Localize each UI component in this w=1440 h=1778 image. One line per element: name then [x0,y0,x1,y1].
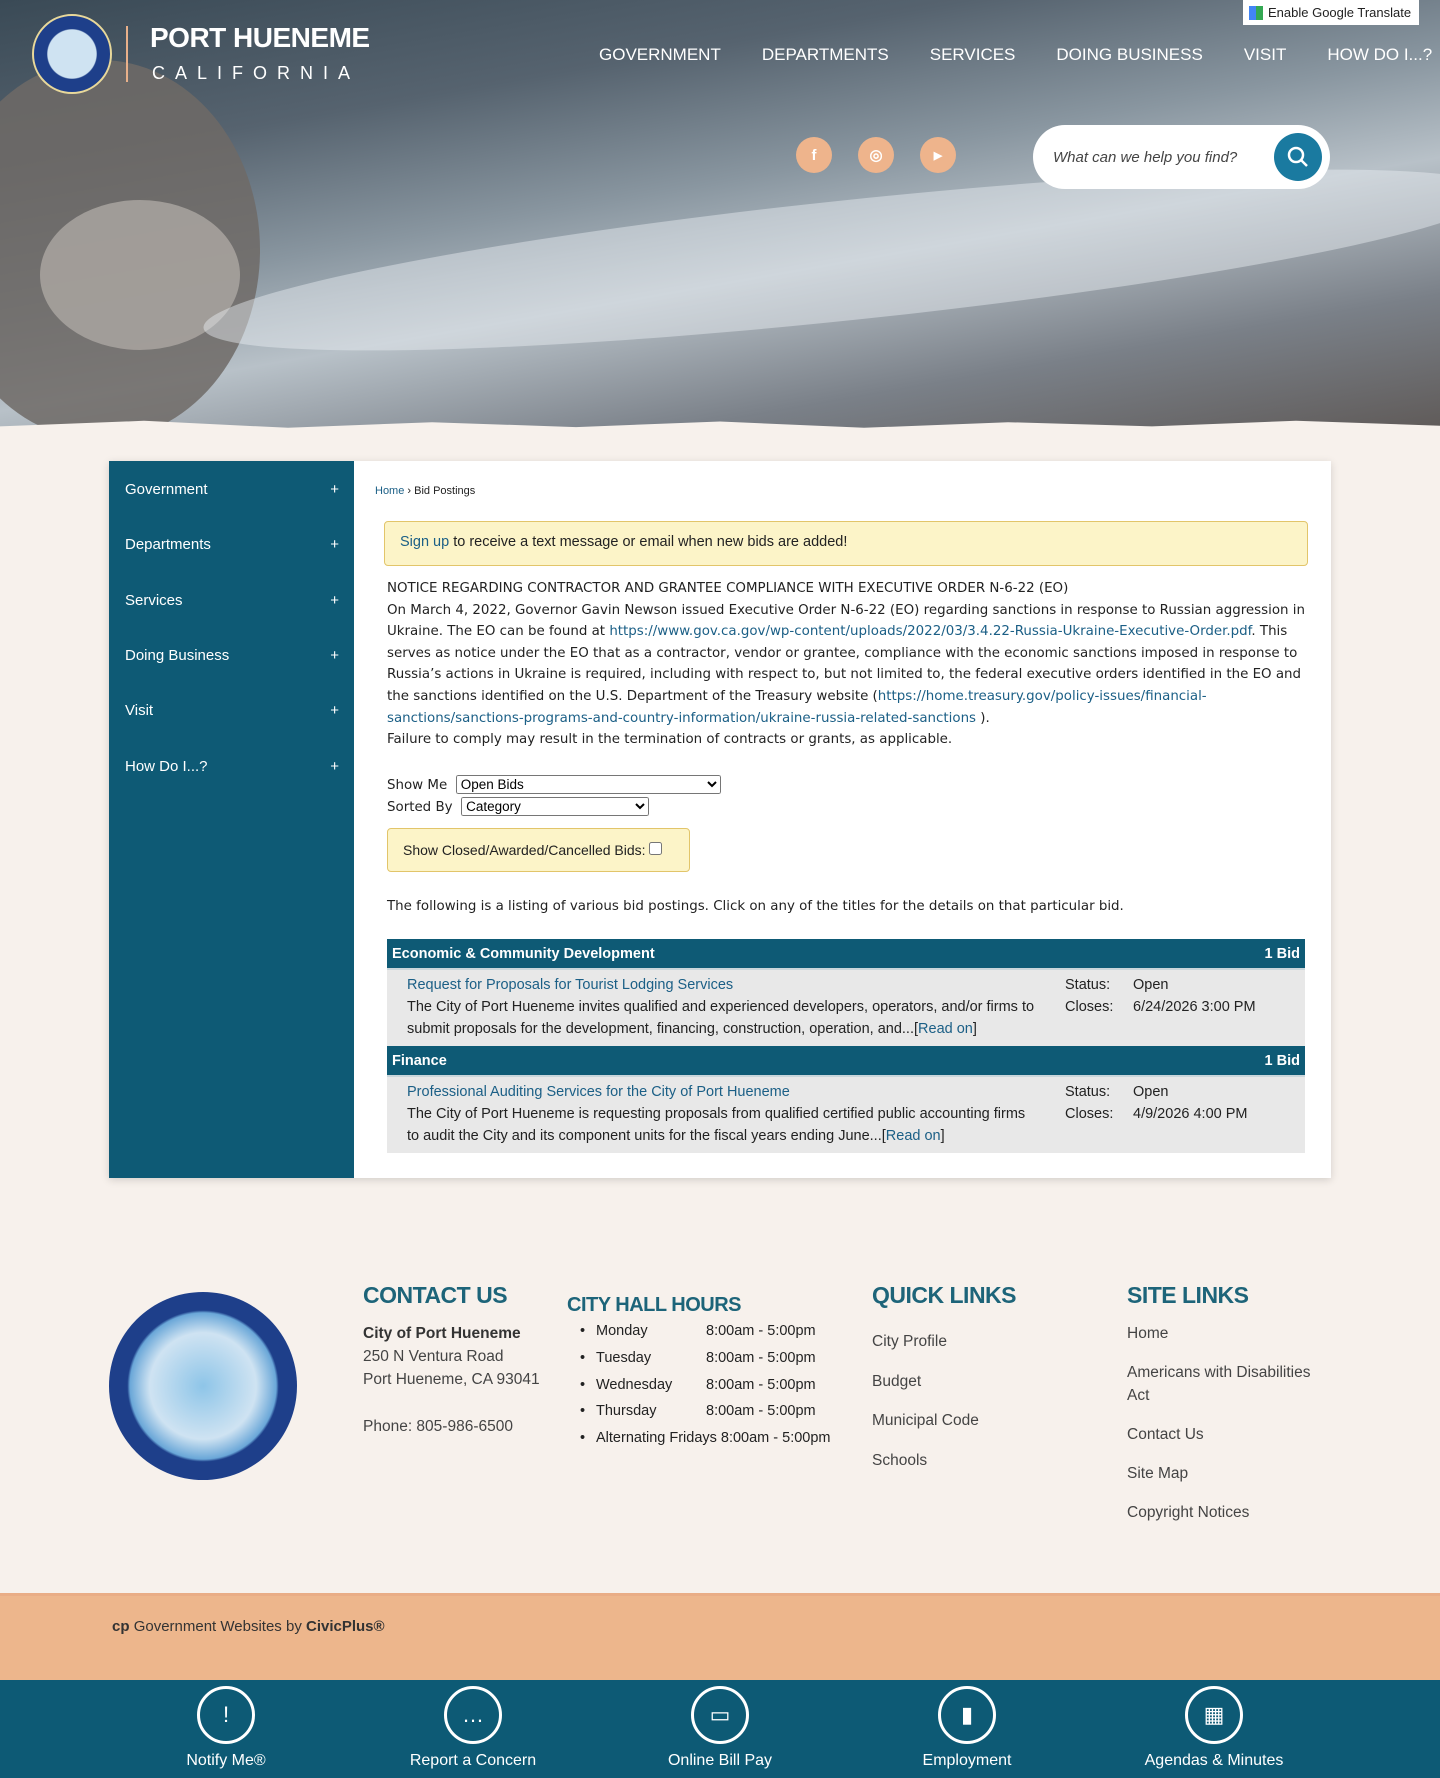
nav-visit[interactable]: VISIT [1243,45,1287,64]
hours-time: 8:00am - 5:00pm [706,1323,816,1339]
hours-row [580,1398,831,1425]
hours-row [580,1345,831,1372]
hours-row [580,1318,831,1345]
sidebar-item-government[interactable] [125,481,339,498]
signup-banner [384,521,1308,566]
status-label: Status: [1065,977,1111,993]
quick-links [872,1322,979,1480]
signup-text: to receive a text message or email when new bids are added! [449,534,848,550]
site-link[interactable]: Copyright Notices [1127,1504,1250,1521]
site-link[interactable]: Home [1127,1325,1169,1342]
quick-button-label: Report a Concern [409,1752,537,1769]
bid-title-link[interactable]: Request for Proposals for Tourist Lodging Services [407,977,734,993]
notice-text: ). [976,710,990,726]
hours-time: 8:00am - 5:00pm [720,1430,831,1447]
online-bill-pay-button[interactable] [630,1686,810,1770]
notice-text: Failure to comply may result in the termination of contracts or grants, as applicable. [387,732,953,748]
show-me-label: Show Me [387,778,448,793]
instagram-icon[interactable]: ◎ [858,137,894,173]
site-links [1127,1322,1327,1524]
closes-label: Closes: [1065,1106,1114,1122]
chat-bubble-icon: … [444,1686,502,1744]
hours-day: • Thursday [596,1403,657,1420]
breadcrumb [375,485,475,497]
bid-title-link[interactable]: Professional Auditing Services for the City of Port Hueneme [407,1084,790,1100]
sidebar-item-label: Visit [125,702,154,719]
google-translate-icon [1249,6,1263,20]
civicplus-brand: CivicPlus® [305,1618,385,1635]
show-closed-label: Show Closed/Awarded/Cancelled Bids: [403,842,646,858]
quick-link[interactable]: City Profile [872,1333,947,1350]
category-header [387,939,1305,970]
contact-name: City of Port Hueneme [363,1325,521,1342]
signup-link[interactable]: Sign up [400,534,450,550]
quick-button-bar [0,1680,1440,1778]
read-on-link[interactable]: Read on [918,1021,973,1037]
site-link[interactable]: Contact Us [1127,1426,1204,1443]
hours-row [580,1425,831,1452]
hours-day: • Alternating Fridays [596,1430,717,1447]
bid-description: The City of Port Hueneme is requesting proposals from qualified certified public accounting firms to audit the City and its component units for the fiscal years ending June... [407,1106,1026,1144]
calendar-icon: ▦ [1185,1686,1243,1744]
nav-doing-business[interactable]: DOING BUSINESS [1056,45,1203,64]
sidebar-item-label: Doing Business [125,647,230,664]
bid-table [387,939,1305,1153]
quick-links-heading: QUICK LINKS [872,1282,1016,1308]
site-link[interactable]: Americans with Disabilities Act [1127,1364,1311,1404]
site-links-heading: SITE LINKS [1127,1282,1249,1308]
quick-link[interactable]: Municipal Code [872,1412,979,1429]
search-icon [1286,145,1310,169]
expand-icon[interactable]: + [330,647,339,664]
expand-icon[interactable]: + [330,758,339,775]
notify-phone-icon: ! [197,1686,255,1744]
civicplus-band [0,1593,1440,1680]
hours-day: • Monday [596,1323,648,1339]
quick-link[interactable]: Budget [872,1372,922,1390]
hours-row [580,1372,831,1399]
bid-filters [387,775,721,819]
agendas-minutes-button[interactable] [1124,1686,1304,1770]
hours-day: • Wednesday [596,1376,673,1393]
nav-services[interactable]: SERVICES [929,45,1016,64]
nav-how-do-i[interactable]: HOW DO I...? [1327,45,1433,64]
expand-icon[interactable]: + [330,481,339,498]
facebook-icon[interactable]: f [796,137,832,173]
search-input[interactable]: What can we help you find? [1053,148,1238,166]
show-closed-checkbox[interactable] [649,842,662,855]
quick-button-label: Notify Me® [186,1752,266,1769]
category-header [387,1046,1305,1077]
category-name: Finance [392,1052,447,1069]
treasury-link[interactable]: https://home.treasury.gov/policy-issues/financial-sanctions/sanctions-programs-and-country-information/ukraine-russia-related-sanctions [387,688,1207,726]
contact-heading: CONTACT US [363,1282,508,1308]
contact-info [363,1322,540,1438]
google-translate-button[interactable] [1243,0,1419,25]
nav-departments[interactable]: DEPARTMENTS [761,45,889,64]
notice-text: . This serves as notice under the EO that as a contractor, vendor or grantee, compliance with the economic sanctions imposed in response to Russia’s actions in Ukraine is required, including with respect to, but not limited to, the federal executive orders identified in the EO and the sanctions identified on the U.S. Department of the Treasury website ( [387,624,1302,704]
sidebar-item-visit[interactable] [125,702,339,719]
breadcrumb-current: Bid Postings [414,485,476,497]
credit-card-icon: ▭ [691,1686,749,1744]
sidebar-item-label: Departments [125,536,211,553]
bid-description: The City of Port Hueneme invites qualified and experienced developers, operators, and/or firms to submit proposals for the development, financing, construction, operation, and... [407,999,1035,1037]
hours-time: 8:00am - 5:00pm [706,1376,816,1393]
sidebar-item-services[interactable] [125,592,339,609]
quick-button-label: Online Bill Pay [667,1752,773,1769]
search-bar[interactable] [1033,125,1330,189]
notify-me-button[interactable] [136,1686,316,1770]
sidebar-item-label: Government [125,481,208,498]
read-on-link[interactable]: Read on [885,1128,941,1144]
briefcase-icon: ▮ [938,1686,996,1744]
show-me-select[interactable] [456,775,721,794]
contact-address1: 250 N Ventura Road [363,1348,504,1365]
listing-intro: The following is a listing of various bid postings. Click on any of the titles for the details on that particular bid. [387,899,1124,914]
sidebar [109,461,354,1178]
closes-label: Closes: [1065,999,1114,1015]
quick-button-label: Agendas & Minutes [1144,1752,1284,1769]
hours-time: 8:00am - 5:00pm [706,1349,816,1366]
main-panel [109,461,1331,1178]
expand-icon[interactable]: + [330,536,339,553]
civicplus-text: Government Websites by [133,1618,306,1635]
site-link[interactable]: Site Map [1127,1465,1189,1482]
bid-count: 1 Bid [1264,1052,1300,1069]
sorted-by-label: Sorted By [387,800,453,815]
eo-notice [387,578,1317,751]
translate-label: Enable Google Translate [1268,5,1412,20]
sidebar-item-how-do-i[interactable] [125,758,339,775]
notice-text: On March 4, 2022, Governor Gavin Newson issued Executive Order N-6-22 (EO) regarding sanctions in response to Russian aggression in Ukraine. The EO can be found at [387,602,1305,640]
sidebar-item-label: Services [125,592,183,609]
status-value: Open [1133,977,1169,993]
status-label: Status: [1065,1084,1111,1100]
closes-value: 4/9/2026 4:00 PM [1133,1106,1248,1122]
hours-time: 8:00am - 5:00pm [706,1403,816,1420]
hours-day: • Tuesday [596,1349,652,1366]
breadcrumb-separator: › [407,485,412,497]
footer-city-seal [109,1292,297,1480]
youtube-icon[interactable]: ▶ [920,137,956,173]
category-name: Economic & Community Development [392,945,655,962]
closes-value: 6/24/2026 3:00 PM [1133,999,1256,1015]
site-subtitle: CALIFORNIA [152,63,361,83]
expand-icon[interactable]: + [330,702,339,719]
quick-link[interactable]: Schools [872,1451,928,1469]
site-title[interactable]: PORT HUENEME [150,22,370,53]
quick-button-label: Employment [922,1752,1012,1769]
sorted-by-select[interactable] [461,797,649,816]
contact-address2: Port Hueneme, CA 93041 [363,1371,540,1388]
civicplus-credit[interactable] [112,1618,385,1635]
bid-row: Request for Proposals for Tourist Lodging Services The City of Port Hueneme invites qualified and experienced developers, operators, and/or firms to submit proposals for the development, financing, construction, operation, and...[Read on] Status: Open Closes: 6/24/2026 3:00 PM [387,970,1305,1046]
hero-edge [0,418,1440,432]
contact-phone: Phone: 805-986-6500 [363,1418,513,1435]
search-button[interactable] [1274,133,1322,181]
sidebar-item-doing-business[interactable] [125,647,339,664]
sidebar-item-departments[interactable] [125,536,339,553]
main-nav [599,45,1432,65]
show-closed-box [387,828,690,872]
logo-divider [126,26,128,82]
bid-row: Professional Auditing Services for the City of Port Hueneme The City of Port Hueneme is requesting proposals from qualified certified public accounting firms to audit the City and its component units for the fiscal years ending June...[Read on] Status: Open Closes: 4/9/2026 4:00 PM [387,1077,1305,1153]
nav-government[interactable]: GOVERNMENT [599,45,721,64]
status-value: Open [1133,1084,1169,1100]
hours-heading: CITY HALL HOURS [567,1294,741,1316]
civicplus-icon: cp [112,1618,134,1635]
report-concern-button[interactable] [383,1686,563,1770]
city-seal-logo[interactable] [32,14,112,94]
hours-list [580,1318,831,1452]
bid-count: 1 Bid [1264,945,1300,962]
eo-link[interactable]: https://www.gov.ca.gov/wp-content/uploads/2022/03/3.4.22-Russia-Ukraine-Executive-Order.pdf [609,624,1252,640]
expand-icon[interactable]: + [330,592,339,609]
sidebar-item-label: How Do I...? [125,758,208,775]
breadcrumb-home[interactable]: Home [375,485,405,497]
notice-title: NOTICE REGARDING CONTRACTOR AND GRANTEE COMPLIANCE WITH EXECUTIVE ORDER N-6-22 (EO) [387,581,1069,596]
employment-button[interactable] [877,1686,1057,1770]
